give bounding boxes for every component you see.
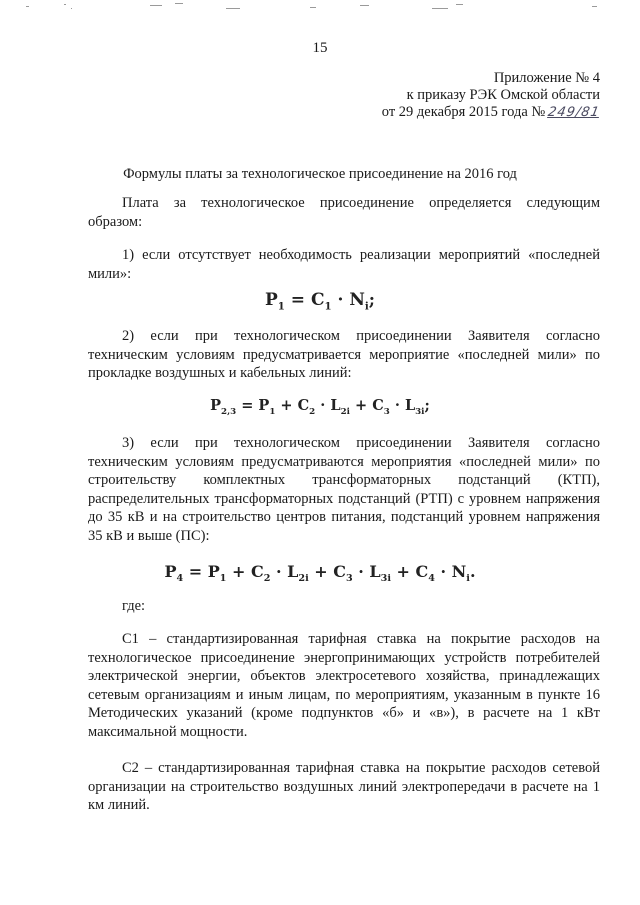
appendix-order-line: к приказу РЭК Омской области xyxy=(406,87,600,103)
paragraph-intro: Плата за технологическое присоединение определяется следующим образом: xyxy=(88,195,600,230)
paragraph-case-3: 3) если при технологическом присоединении Заявителя согласно техническим условиям предусматриваются мероприятия «последней мили» по строительству комплектных трансформаторных подстанций (КТП), распределительных трансформаторных подстанций (РТП) с уровнем напряжения до 35 кВ и на строительство центров питания, подстанций уровнем напряжения 35 кВ и выше (ПС): xyxy=(88,435,600,544)
appendix-header xyxy=(300,70,600,121)
paragraph-c2-definition: С2 – стандартизированная тарифная ставка на покрытие расходов сетевой организации на строительство воздушных линий электропередачи в расчете на 1 км линий. xyxy=(88,760,600,813)
appendix-date-text: от 29 декабря 2015 года № xyxy=(381,104,546,120)
document-title: Формулы платы за технологическое присоединение на 2016 год xyxy=(123,166,517,182)
appendix-date-line xyxy=(300,104,600,121)
paragraph-where: где: xyxy=(122,598,146,614)
scan-artifacts xyxy=(0,0,640,14)
formula-p1: $P_1 = C_1 \cdot N_i$; xyxy=(264,290,376,313)
paragraph-case-2: 2) если при технологическом присоединении Заявителя согласно техническим условиям предусматривается мероприятие «последней мили» по прокладке воздушных и кабельных линий: xyxy=(88,328,600,381)
paragraph-case-1: 1) если отсутствует необходимость реализации мероприятий «последней мили»: xyxy=(88,247,600,282)
formula-p23: $P_{2,3} = P_1 + C_2 \cdot L_{2i} + C_3 \cdot L_{3i}$; xyxy=(210,397,430,417)
paragraph-c1-definition: С1 – стандартизированная тарифная ставка на покрытие расходов на технологическое присоединение энергопринимающих устройств потребителей электрической энергии, объектов электросетевого хозяйства, принадлежащих сетевым организациям и иным лицам, по мероприятиям, указанным в пункте 16 Методических указаний (кроме подпунктов «б» и «в»), в расчете на 1 кВт максимальной мощности. xyxy=(88,631,600,740)
appendix-line: Приложение № 4 xyxy=(493,70,600,86)
formula-p4: $P_4 = P_1 + C_2 \cdot L_{2i} + C_3 \cdot L_{3i} + C_4 \cdot N_i$. xyxy=(164,562,476,585)
page-number: 15 xyxy=(312,40,328,56)
handwritten-order-number: 249/81 xyxy=(546,105,602,120)
